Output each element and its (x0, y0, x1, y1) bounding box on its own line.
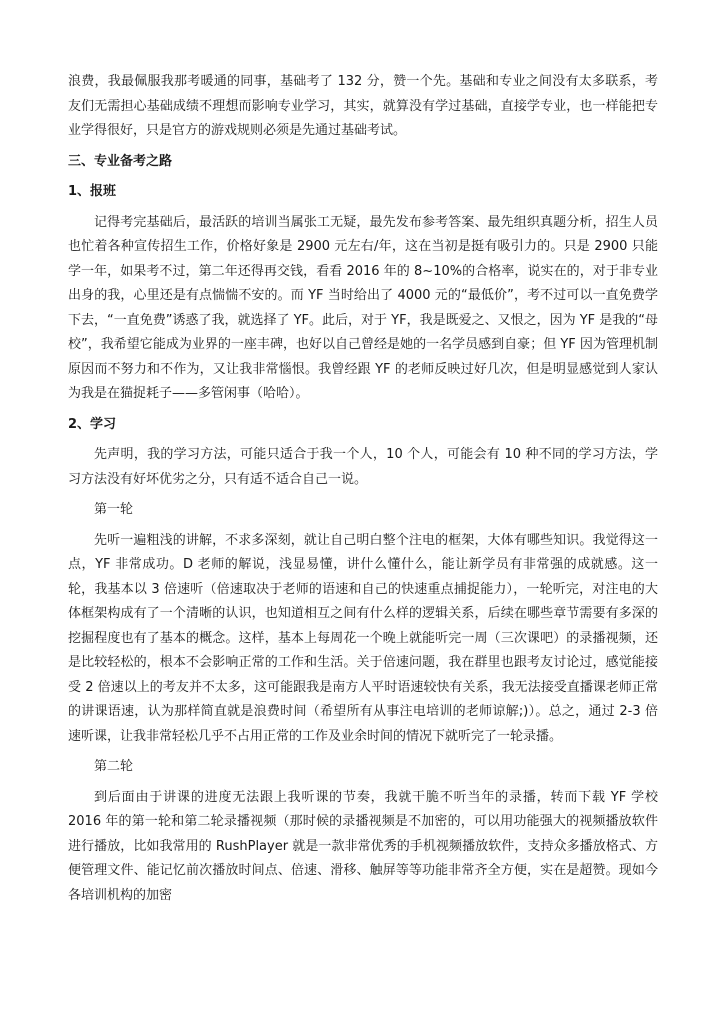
round-label-first: 第一轮 (94, 502, 134, 517)
paragraph-intro: 浪费，我最佩服我那考暖通的同事，基础考了 132 分，赞一个先。基础和专业之间没有太多联系，考友们无需担心基础成绩不理想而影响专业学习，其实，就算没有学过基础，直接学专业，也一样能把专业学得很好，只是官方的游戏规则必须是先通过基础考试。 (68, 74, 658, 138)
paragraph-enroll: 记得考完基础后，最活跃的培训当属张工无疑，最先发布参考答案、最先组织真题分析，招生人员也忙着各种宣传招生工作，价格好象是 2900 元左右/年，这在当初是挺有吸引力的。只是 2900 只能学一年，如果考不过，第二年还得再交钱，看看 2016 年的 8~10%的合格率，说实在的，对于非专业出身的我，心里还是有点惴惴不安的。而 YF 当时给出了 4000 元的“最低价”，考不过可以一直免费学下去，“一直免费”诱惑了我，就选择了 YF。此后，对于 YF，我是既爱之、又恨之，因为 YF 是我的“母校”，我希望它能成为业界的一座丰碑，也好以自己曾经是她的一名学员感到自豪；但 YF 因为管理机制原因而不努力和不作为，又让我非常惱恨。我曾经跟 YF 的老师反映过好几次，但是明显感觉到人家认为我是在猫捉耗子——多管闲事（哈哈）。 (68, 214, 658, 401)
document-page (68, 70, 658, 908)
subsection-heading-study: 2、学习 (68, 416, 117, 432)
paragraph-first-round: 先听一遍粗浅的讲解，不求多深刻，就让自己明白整个注电的框架，大体有哪些知识。我觉得这一点，YF 非常成功。D 老师的解说，浅显易懂，讲什么懂什么，能让新学员有非常强的成就感。这一轮，我基本以 3 倍速听（倍速取决于老师的语速和自己的快速重点捕捉能力），一轮听完，对注电的大体框架构成有了一个清晰的认识，也知道相互之间有什么样的逻辑关系，后续在哪些章节需要有多深的挖掘程度也有了基本的概念。这样，基本上每周花一个晚上就能听完一周（三次课吧）的录播视频，还是比较轻松的，根本不会影响正常的工作和生活。关于倍速问题，我在群里也跟考友讨论过，感觉能接受 2 倍速以上的考友并不太多，这可能跟我是南方人平时语速较快有关系，我无法接受直播课老师正常的讲课语速，认为那样简直就是浪费时间（希望所有从事注电培训的老师谅解;)）。总之，通过 2-3 倍速听课，让我非常轻松几乎不占用正常的工作及业余时间的情况下就听完了一轮录播。 (68, 532, 658, 744)
subsection-heading-enroll: 1、报班 (68, 184, 117, 199)
paragraph-study-intro: 先声明，我的学习方法，可能只适合于我一个人，10 个人，可能会有 10 种不同的学习方法，学习方法没有好坏优劣之分，只有适不适合自己一说。 (68, 447, 658, 487)
paragraph-second-round: 到后面由于讲课的进度无法跟上我听课的节奏，我就干脆不听当年的录播，转而下载 YF 学校 2016 年的第一轮和第二轮录播视频（那时候的录播视频是不加密的，可以用功能强大的视频播放软件进行播放，比如我常用的 RushPlayer 就是一款非常优秀的手机视频播放软件，支持众多播放格式、方便管理文件、能记忆前次播放时间点、倍速、滑移、触屏等等功能非常齐全方便，实在是超赞。现如今各培训机构的加密 (68, 789, 658, 903)
round-label-second: 第二轮 (94, 759, 134, 774)
section-heading-professional-prep: 三、专业备考之路 (68, 153, 173, 169)
